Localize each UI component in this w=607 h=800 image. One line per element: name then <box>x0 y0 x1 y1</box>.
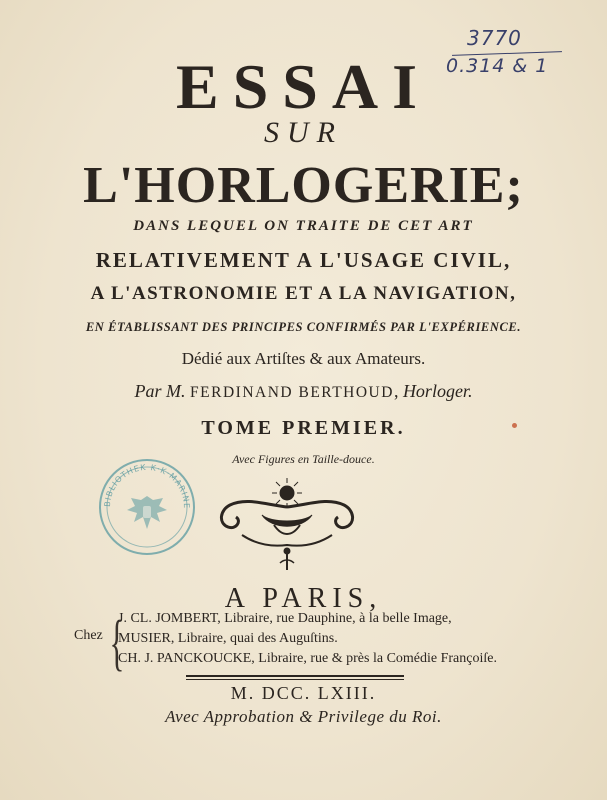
subtitle-dans-lequel: DANS LEQUEL ON TRAITE DE CET ART <box>133 218 474 234</box>
ink-spot <box>512 423 517 428</box>
title-sur: SUR <box>264 116 343 149</box>
ornament-fleuron-icon <box>212 475 362 575</box>
brace-icon: { <box>109 609 125 677</box>
author-name: FERDINAND BERTHOUD <box>190 384 394 401</box>
volume-label: TOME PREMIER. <box>201 417 406 439</box>
author-separator: , <box>393 381 399 401</box>
shelfmark-code: 0.314 & 1 <box>446 55 549 77</box>
bookseller-musier: MUSIER, Libraire, quai des Auguſtins. <box>118 631 338 646</box>
library-stamp <box>96 456 198 558</box>
author-role: Horloger. <box>402 381 473 401</box>
imprint-city: A PARIS, <box>224 583 383 614</box>
figures-note: Avec Figures en Taille-douce. <box>232 452 375 466</box>
approbation-line: Avec Approbation & Privilege du Roi. <box>165 707 442 726</box>
author-line <box>0 381 607 402</box>
divider-thick <box>186 675 404 677</box>
dedication: Dédié aux Artiſtes & aux Amateurs. <box>181 349 426 368</box>
subtitle-relativement: RELATIVEMENT A L'USAGE CIVIL, <box>95 248 512 272</box>
bookseller-panckoucke: CH. J. PANCKOUCKE, Libraire, rue & près la Comédie Françoiſe. <box>118 651 497 666</box>
title-horlogerie: L'HORLOGERIE; <box>83 157 524 214</box>
author-par: Par M. <box>134 381 186 401</box>
imprint-chez: Chez <box>74 628 103 643</box>
publication-date: M. DCC. LXIII. <box>230 683 377 703</box>
title-essai: ESSAI <box>176 51 431 122</box>
eagle-icon <box>127 496 167 529</box>
bookseller-jombert: J. CL. JOMBERT, Libraire, rue Dauphine, à la belle Image, <box>118 611 452 626</box>
stamp-text: BIBLIOTHEK K·K·MARINE <box>102 462 192 510</box>
shelfmark-number: 3770 <box>467 26 522 50</box>
subtitle-astronomie: A L'ASTRONOMIE ET A LA NAVIGATION, <box>90 283 517 304</box>
divider-thin <box>186 679 404 680</box>
subtitle-etablissant: EN ÉTABLISSANT DES PRINCIPES CONFIRMÉS PAR L'EXPÉRIENCE. <box>85 320 522 334</box>
